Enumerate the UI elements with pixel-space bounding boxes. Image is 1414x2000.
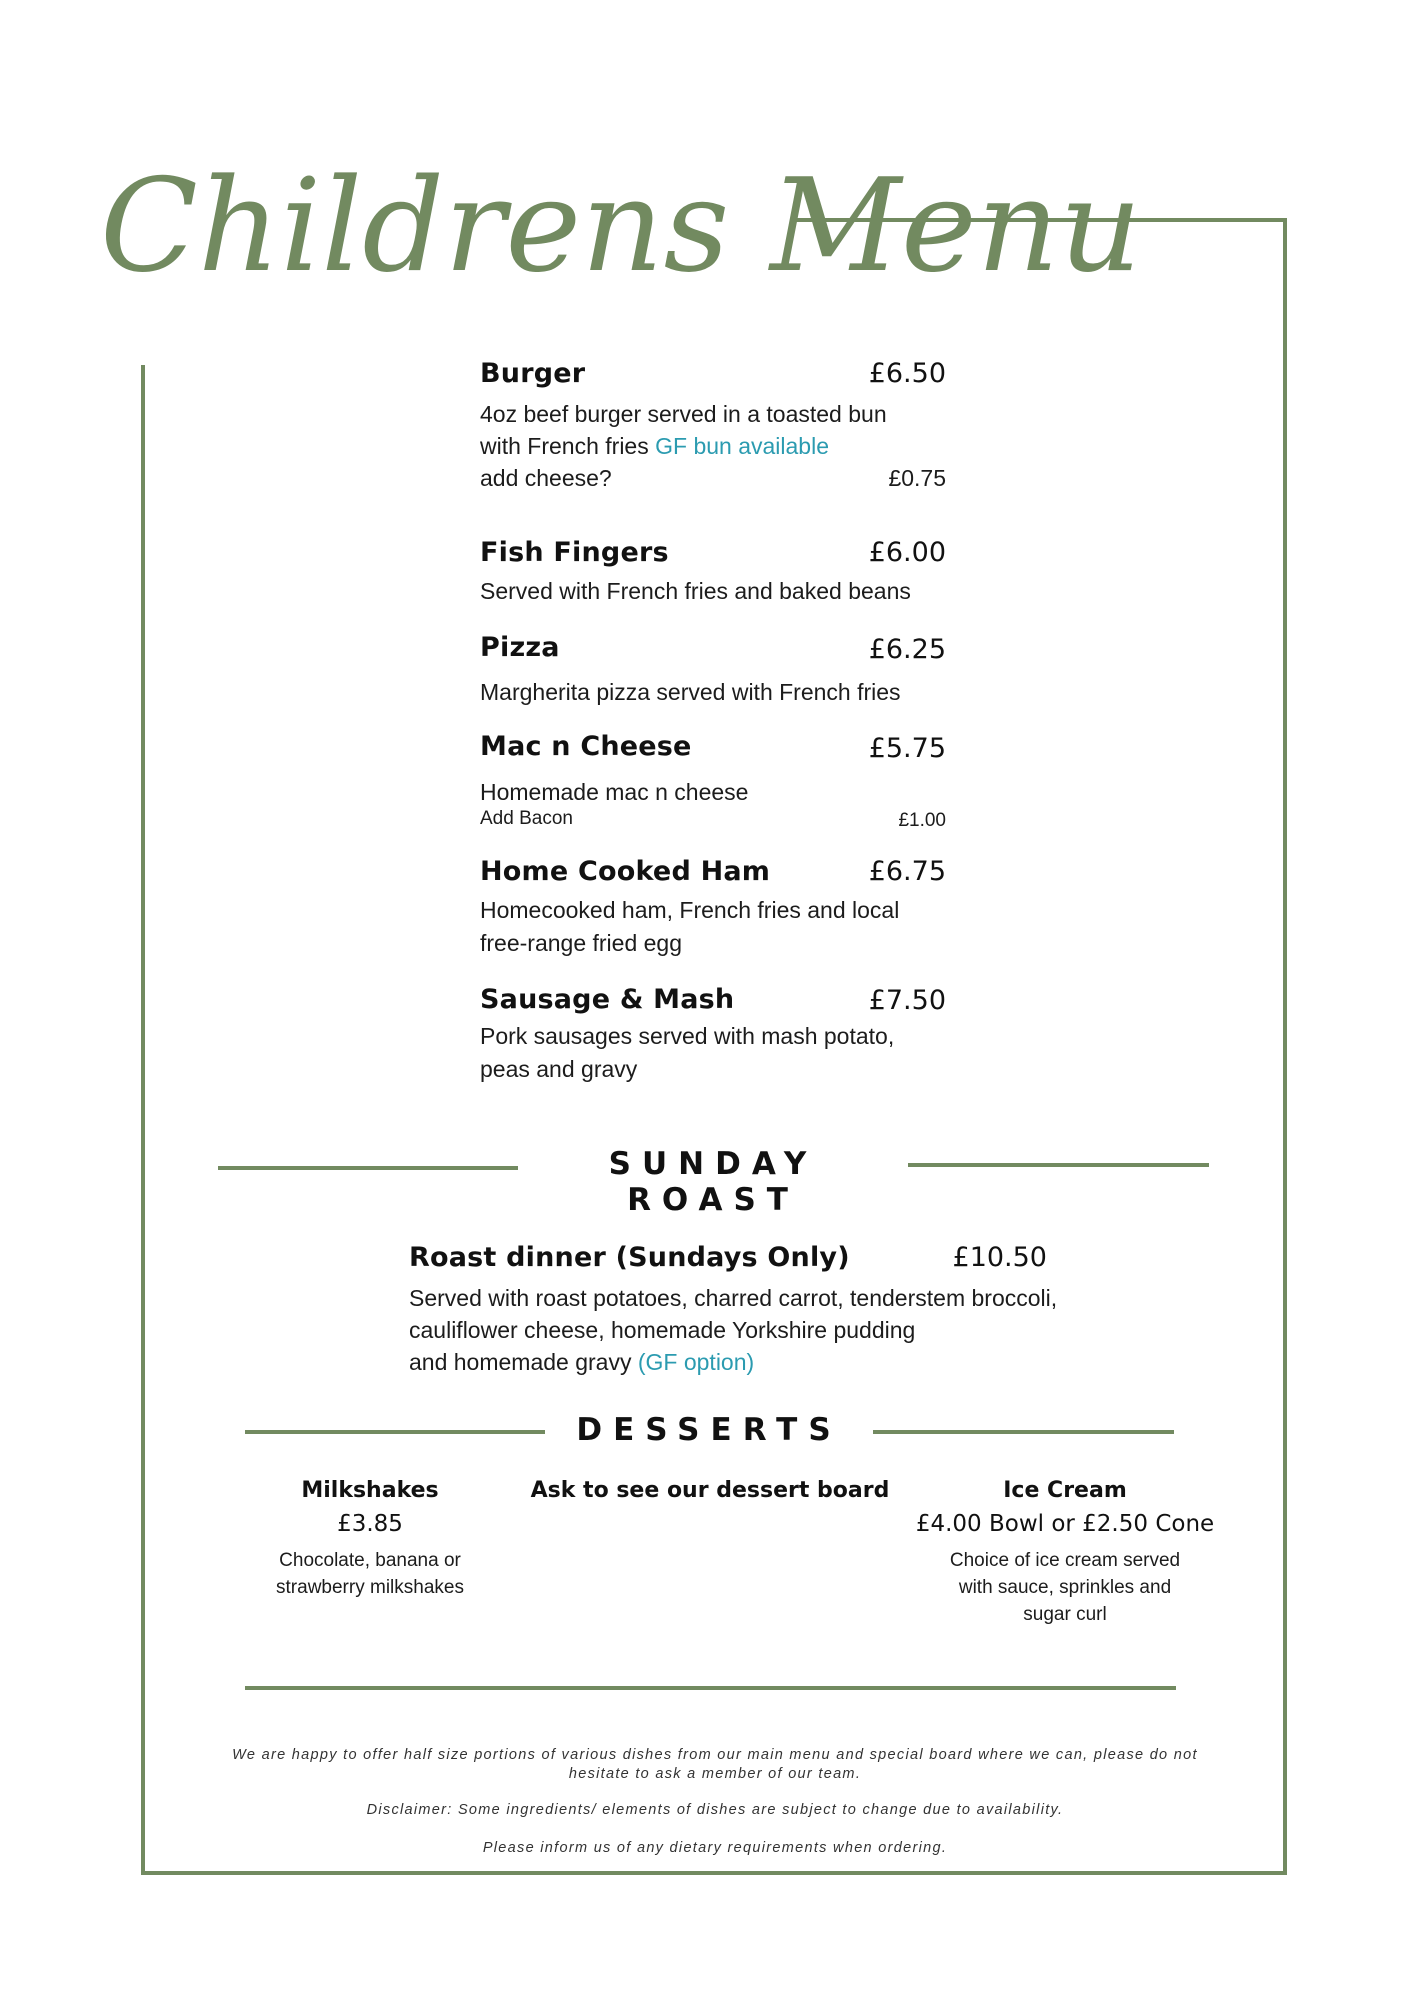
item-price-sausage-mash: £7.50 (868, 985, 946, 1016)
roast-desc-1: Served with roast potatoes, charred carrot, tenderstem broccoli, (409, 1285, 1058, 1311)
item-price-fish-fingers: £6.00 (868, 537, 946, 568)
desserts-divider-left (245, 1430, 545, 1434)
item-desc-pizza: Margherita pizza served with French fries (480, 679, 901, 705)
dessert-ice-cream (900, 1478, 1230, 1628)
ice-cream-desc-2: with sauce, sprinkles and (958, 1577, 1172, 1598)
ice-cream-desc-3: sugar curl (1023, 1604, 1107, 1625)
item-price-mac-n-cheese: £5.75 (868, 733, 946, 764)
extra-price-cheese: £0.75 (888, 465, 946, 491)
extra-label-bacon: Add Bacon (480, 808, 573, 829)
item-price-burger: £6.50 (868, 358, 946, 389)
milkshakes-desc-1: Chocolate, banana or (279, 1550, 461, 1571)
item-desc-ham-2: free-range fried egg (480, 930, 683, 956)
extra-price-bacon: £1.00 (898, 810, 946, 831)
footer-disclaimer: Disclaimer: Some ingredients/ elements of dishes are subject to change due to availability. (366, 1802, 1064, 1818)
menu-title-text: Childrens Menu (100, 152, 1142, 301)
item-name-fish-fingers: Fish Fingers (480, 537, 669, 568)
ice-cream-price: £4.00 Bowl or £2.50 Cone (915, 1511, 1215, 1537)
item-desc-burger-2 (480, 430, 829, 462)
dessert-milkshakes (230, 1478, 510, 1601)
milkshakes-price: £3.85 (337, 1511, 403, 1537)
ice-cream-desc (900, 1547, 1230, 1628)
gf-bun-note: GF bun available (655, 433, 829, 459)
sunday-roast-heading: SUNDAY ROAST (608, 1146, 818, 1218)
roast-price: £10.50 (952, 1242, 1047, 1273)
item-name-home-cooked-ham: Home Cooked Ham (480, 856, 771, 887)
item-desc-sausage-2: peas and gravy (480, 1056, 638, 1082)
footer-note-line1: We are happy to offer half size portions of various dishes from our main menu and special board where we can, please do not (232, 1747, 1198, 1763)
item-name-mac-n-cheese: Mac n Cheese (480, 731, 692, 762)
footer-divider (245, 1686, 1176, 1690)
desserts-divider-right (873, 1430, 1174, 1434)
item-desc-mac-n-cheese: Homemade mac n cheese (480, 779, 749, 805)
item-name-sausage-mash: Sausage & Mash (480, 984, 735, 1015)
milkshakes-desc-2: strawberry milkshakes (276, 1577, 464, 1598)
item-desc-fish-fingers: Served with French fries and baked beans (480, 578, 911, 604)
item-desc-burger-1: 4oz beef burger served in a toasted bun (480, 401, 887, 427)
dessert-board-title: Ask to see our dessert board (530, 1478, 890, 1503)
frame-bottom-line (141, 1871, 1287, 1875)
sunday-roast-divider-left (218, 1166, 518, 1170)
roast-desc-3-text: and homemade gravy (409, 1349, 638, 1375)
sunday-roast-divider-right (908, 1163, 1209, 1167)
desserts-heading: DESSERTS (576, 1412, 842, 1448)
item-desc-sausage-1: Pork sausages served with mash potato, (480, 1023, 895, 1049)
roast-gf-note: (GF option) (637, 1349, 755, 1375)
item-price-home-cooked-ham: £6.75 (868, 856, 946, 887)
menu-title (100, 120, 1142, 320)
roast-desc-3 (409, 1346, 754, 1378)
ice-cream-desc-1: Choice of ice cream served (949, 1550, 1181, 1571)
footer-note-portions (207, 1746, 1223, 1784)
milkshakes-title: Milkshakes (301, 1478, 439, 1503)
item-price-pizza: £6.25 (868, 634, 946, 665)
roast-desc-2: cauliflower cheese, homemade Yorkshire pudding (409, 1317, 916, 1343)
ice-cream-title: Ice Cream (1003, 1478, 1127, 1503)
item-desc-burger-2-text: with French fries (480, 433, 656, 459)
extra-label-cheese: add cheese? (480, 465, 612, 491)
footer-dietary: Please inform us of any dietary requirements when ordering. (482, 1840, 948, 1856)
item-name-burger: Burger (480, 358, 586, 389)
frame-left-line (141, 365, 145, 1874)
item-name-pizza: Pizza (480, 632, 560, 663)
milkshakes-desc (230, 1547, 510, 1601)
roast-name: Roast dinner (Sundays Only) (409, 1242, 850, 1273)
frame-right-line (1283, 218, 1287, 1874)
dessert-board (530, 1478, 890, 1503)
footer-note-line2: hesitate to ask a member of our team. (568, 1766, 862, 1782)
item-desc-ham-1: Homecooked ham, French fries and local (480, 897, 900, 923)
